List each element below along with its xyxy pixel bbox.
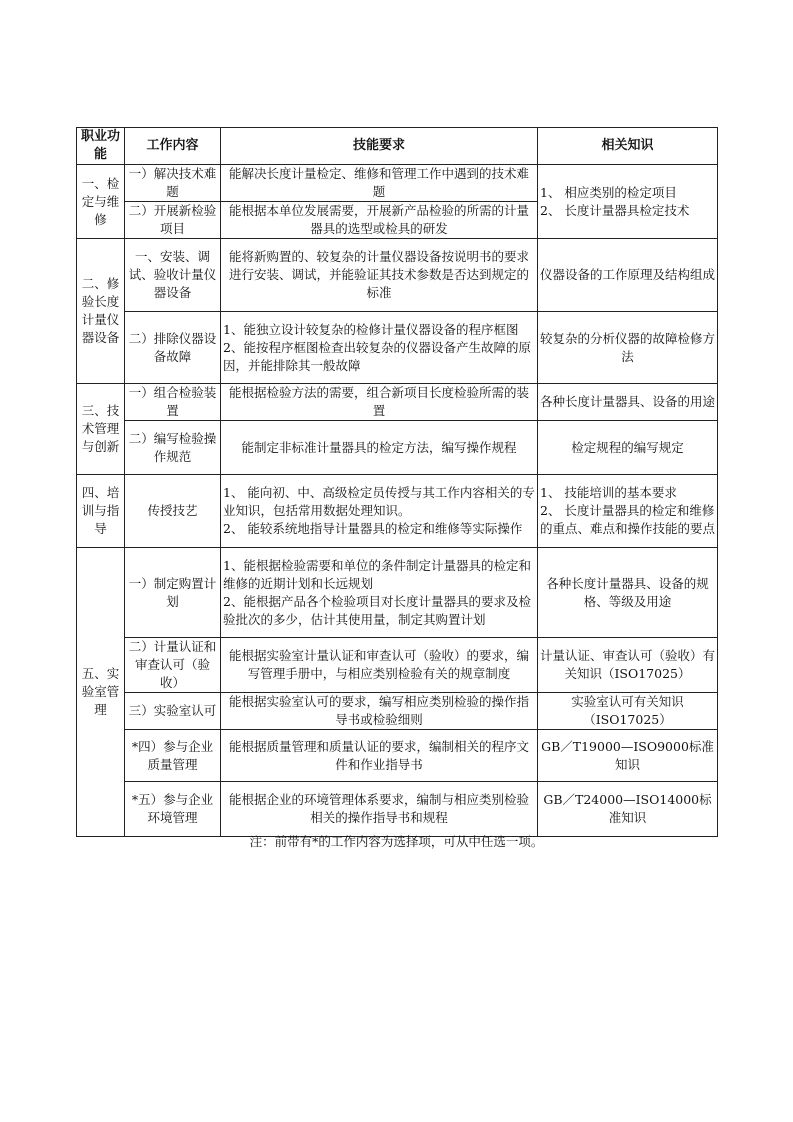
skills-item: 2、 能较系统地指导计量器具的检定和维修等实际操作 xyxy=(223,521,523,536)
header-knowledge: 相关知识 xyxy=(538,128,718,165)
knowledge-cell: 较复杂的分析仪器的故障检修方法 xyxy=(538,312,718,384)
knowledge-cell: 各种长度计量器具、设备的用途 xyxy=(538,384,718,421)
table-row xyxy=(77,782,718,837)
knowledge-item: 2、 长度计量器具的检定和维修的重点、难点和操作技能的要点 xyxy=(540,503,716,536)
table-row xyxy=(77,165,718,202)
function-cell: 二、修验长度计量仪器设备 xyxy=(77,239,125,384)
content-cell: 二）计量认证和审查认可（验收） xyxy=(125,638,221,693)
knowledge-cell: 各种长度计量器具、设备的规格、等级及用途 xyxy=(538,548,718,638)
skills-item: 1、能独立设计较复杂的检修计量仪器设备的程序框图 xyxy=(223,321,519,337)
knowledge-cell: GB／T19000—ISO9000标准知识 xyxy=(538,730,718,782)
table-row xyxy=(77,548,718,638)
skills-item: 1、 能向初、中、高级检定员传授与其工作内容相关的专业知识，包括常用数据处理知识。 xyxy=(223,485,535,518)
skills-cell: 能根据质量管理和质量认证的要求，编制相关的程序文件和作业指导书 xyxy=(221,730,538,782)
skills-item: 2、能根据产品各个检验项目对长度计量器具的要求及检验批次的多少，估计其使用量，制定其购置计划 xyxy=(223,593,531,627)
knowledge-cell: 仪器设备的工作原理及结构组成 xyxy=(538,239,718,312)
skills-cell: 能根据实验室计量认证和审查认可（验收）的要求，编写管理手册中，与相应类别检验有关的规章制度 xyxy=(221,638,538,693)
skills-item: 2、能按程序框图检查出较复杂的仪器设备产生故障的原因，并能排除其一般故障 xyxy=(223,339,531,373)
content-cell: 一）制定购置计划 xyxy=(125,548,221,638)
skills-cell xyxy=(221,312,538,384)
header-content: 工作内容 xyxy=(125,128,221,165)
footnote: 注：前带有*的工作内容为选择项，可从中任选一项。 xyxy=(249,834,544,849)
table-row xyxy=(77,730,718,782)
content-cell: *四）参与企业质量管理 xyxy=(125,730,221,782)
table-row xyxy=(77,421,718,475)
knowledge-cell: 实验室认可有关知识（ISO17025） xyxy=(538,693,718,730)
content-cell: 一、安装、调试、验收计量仪器设备 xyxy=(125,239,221,312)
header-skills: 技能要求 xyxy=(221,128,538,165)
skills-item: 1、能根据检验需要和单位的条件制定计量器具的检定和维修的近期计划和长远规划 xyxy=(223,557,531,591)
skills-cell: 能根据实验室认可的要求，编写相应类别检验的操作指导书或检验细则 xyxy=(221,693,538,730)
knowledge-cell xyxy=(538,475,718,548)
table-row xyxy=(77,239,718,312)
content-cell: 二）编写检验操作规范 xyxy=(125,421,221,475)
skills-cell: 能制定非标准计量器具的检定方法，编写操作规程 xyxy=(221,421,538,475)
content-cell: 一）解决技术难题 xyxy=(125,165,221,202)
content-cell: 二）排除仪器设备故障 xyxy=(125,312,221,384)
skills-cell: 能根据企业的环境管理体系要求，编制与相应类别检验相关的操作指导书和规程 xyxy=(221,782,538,837)
table-row xyxy=(77,384,718,421)
header-function: 职业功能 xyxy=(77,128,125,165)
table-row xyxy=(77,638,718,693)
knowledge-item: 1、 技能培训的基本要求 xyxy=(540,485,677,500)
table-row xyxy=(77,475,718,548)
content-cell: 传授技艺 xyxy=(125,475,221,548)
skills-cell: 能根据检验方法的需要，组合新项目长度检验所需的装置 xyxy=(221,384,538,421)
function-cell: 一、检定与维修 xyxy=(77,165,125,239)
knowledge-cell xyxy=(538,165,718,239)
knowledge-item: 1、 相应类别的检定项目 xyxy=(540,184,677,200)
knowledge-cell: GB／T24000—ISO14000标准知识 xyxy=(538,782,718,837)
table-row xyxy=(77,312,718,384)
content-cell: 一）组合检验装置 xyxy=(125,384,221,421)
skills-table xyxy=(76,127,718,837)
content-cell: 二）开展新检验项目 xyxy=(125,202,221,239)
knowledge-cell: 计量认证、审查认可（验收）有关知识（ISO17025） xyxy=(538,638,718,693)
content-cell: *五）参与企业环境管理 xyxy=(125,782,221,837)
function-cell: 五、实验室管理 xyxy=(77,548,125,837)
knowledge-cell: 检定规程的编写规定 xyxy=(538,421,718,475)
function-cell: 三、技术管理与创新 xyxy=(77,384,125,475)
content-cell: 三）实验室认可 xyxy=(125,693,221,730)
skills-cell xyxy=(221,475,538,548)
knowledge-item: 2、 长度计量器具检定技术 xyxy=(540,202,690,218)
skills-cell: 能将新购置的、较复杂的计量仪器设备按说明书的要求进行安装、调试，并能验证其技术参数是否达到规定的标准 xyxy=(221,239,538,312)
skills-cell xyxy=(221,548,538,638)
function-cell: 四、培训与指导 xyxy=(77,475,125,548)
table-header-row xyxy=(77,128,718,165)
skills-cell: 能解决长度计量检定、维修和管理工作中遇到的技术难题 xyxy=(221,165,538,202)
skills-cell: 能根据本单位发展需要，开展新产品检验的所需的计量器具的选型或检具的研发 xyxy=(221,202,538,239)
table-row xyxy=(77,693,718,730)
